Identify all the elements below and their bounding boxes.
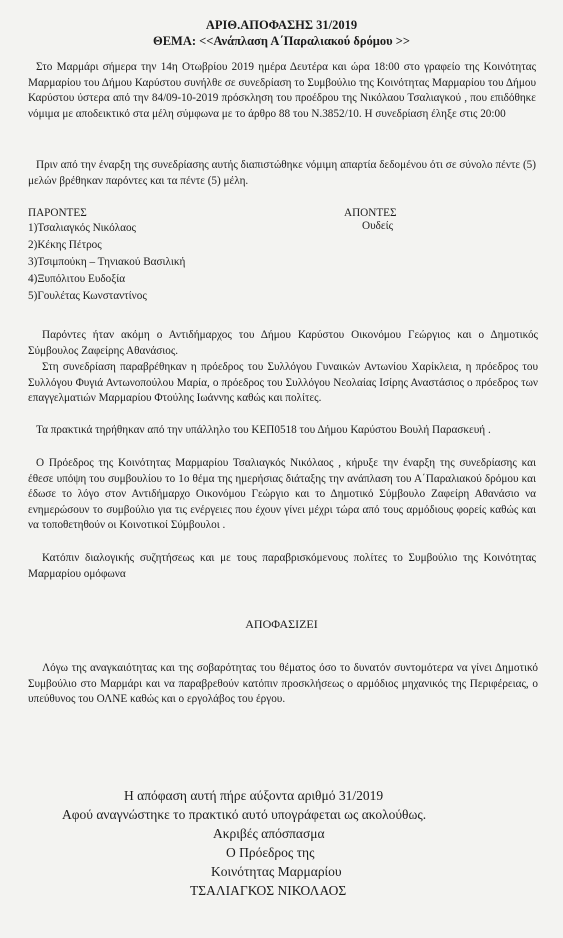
list-item: 5)Γουλέτας Κωνσταντίνος [28, 290, 147, 302]
closing-name-line: ΤΣΑΛΙΑΓΚΟΣ ΝΙΚΟΛΑΟΣ [190, 883, 347, 898]
chair-paragraph: Ο Πρόεδρος της Κοινότητας Μαρμαρίου Τσαλιαγκός Νικόλαος , κήρυξε την έναρξη της συνεδρίασης και έθεσε υπόψη του συμβουλίου το 1ο θέμα της ημερήσιας διάταξης την ανάπλαση του Α΄Παραλιακού δρόμου και έδωσε το λόγο στον Αντιδήμαρχο Οικονόμου Γεώργιο και το Δημοτικό Σύμβουλο Ζαφείρη Αθανάσιο να ενημερώσουν το συμβούλιο για τις ενέργειες που έχουν γίνει μέχρι τώρα από τους αρμόδιους φορείς καθώς και να τοποθετηθούν οι Κοινοτικοί Σύμβουλοι . [28, 457, 536, 532]
present-label: ΠΑΡΟΝΤΕΣ [28, 207, 87, 219]
list-item: 3)Τσιμπούκη – Τηνιακού Βασιλική [28, 256, 186, 268]
dialogue-paragraph: Κατόπιν διαλογικής συζητήσεως και με τους παραβρισκόμενους πολίτες το Συμβούλιο της Κοινότητας Μαρμαρίου ομόφωνα [28, 552, 536, 580]
closing-signature-line: Αφού αναγνώστηκε το πρακτικό αυτό υπογράφεται ως ακολούθως. [62, 807, 427, 822]
closing-number-line: Η απόφαση αυτή πήρε αύξοντα αριθμό 31/2019 [124, 788, 384, 803]
absent-value: Ουδείς [362, 220, 394, 232]
present-members-list [28, 220, 185, 305]
decides-heading: ΑΠΟΦΑΣΙΖΕΙ [245, 617, 318, 631]
absent-label: ΑΠΟΝΤΕΣ [344, 207, 397, 219]
quorum-paragraph: Πριν από την έναρξη της συνεδρίασης αυτής διαπιστώθηκε νόμιμη απαρτία δεδομένου ότι σε σύνολο πέντε (5) μελών βρέθηκαν παρόντες και τα πέντε (5) μέλη. [28, 159, 536, 187]
attendees-paragraph: Στη συνεδρίαση παραβρέθηκαν η πρόεδρος του Συλλόγου Γυναικών Αντωνίου Χαρίκλεια, η πρόεδρος του Συλλόγου Φυγιά Αντωνοπούλου Μαρία, ο πρόεδρος του Συλλόγου Νεολαίας Ισίρης Αναστάσιος ο πρόεδρος των επαγγελματιών Μαρμαρίου Φτούλης Ιωάννης καθώς και πολίτες. [28, 361, 538, 405]
list-item: 4)Ξυπόλιτου Ευδοξία [28, 273, 126, 285]
list-item: 2)Κέκης Πέτρος [28, 239, 102, 251]
minutes-paragraph: Τα πρακτικά τηρήθηκαν από την υπάλληλο του ΚΕΠ0518 του Δήμου Καρύστου Βουλή Παρασκευή . [36, 424, 491, 436]
closing-excerpt-line: Ακριβές απόσπασμα [213, 826, 325, 841]
others-present-paragraph: Παρόντες ήταν ακόμη ο Αντιδήμαρχος του Δήμου Καρύστου Οικονόμου Γεώργιος και ο Δημοτικός Σύμβουλος Ζαφείρης Αθανάσιος. [28, 329, 538, 357]
intro-paragraph: Στο Μαρμάρι σήμερα την 14η Οτωβρίου 2019 ημέρα Δευτέρα και ώρα 18:00 στο γραφείο της Κοινότητας Μαρμαρίου του Δήμου Καρύστου συνήλθε σε συνεδρίαση το Συμβούλιο της Κοινότητας Μαρμαρίου του Δήμου Καρύστου ύστερα από την 84/09-10-2019 πρόσκληση του προέδρου της Νικόλαου Τσαλιαγκού , που επιδόθηκε νόμιμα με αποδεικτικό στα μέλη σύμφωνα με το άρθρο 88 του Ν.3852/10. Η συνεδρίαση έληξε στις 20:00 [28, 61, 536, 120]
closing-president-line: Ο Πρόεδρος της [226, 845, 315, 860]
decision-paragraph: Λόγω της αναγκαιότητας και της σοβαρότητας του θέματος όσο το δυνατόν συντομότερα να γίνει Δημοτικό Συμβούλιο στο Μαρμάρι και να παραβρεθούν κατόπιν προσκλήσεως ο αρμόδιος μηχανικός της Περιφέρειας, ο υπεύθυνος του ΟΛΝΕ καθώς και ο εργολάβος του έργου. [28, 662, 538, 706]
list-item: 1)Τσαλιαγκός Νικόλαος [28, 222, 136, 234]
decision-subject: ΘΕΜΑ: <<Ανάπλαση Α΄Παραλιακού δρόμου >> [153, 34, 410, 48]
decision-number: ΑΡΙΘ.ΑΠΟΦΑΣΗΣ 31/2019 [205, 18, 358, 32]
closing-community-line: Κοινότητας Μαρμαρίου [211, 864, 342, 879]
